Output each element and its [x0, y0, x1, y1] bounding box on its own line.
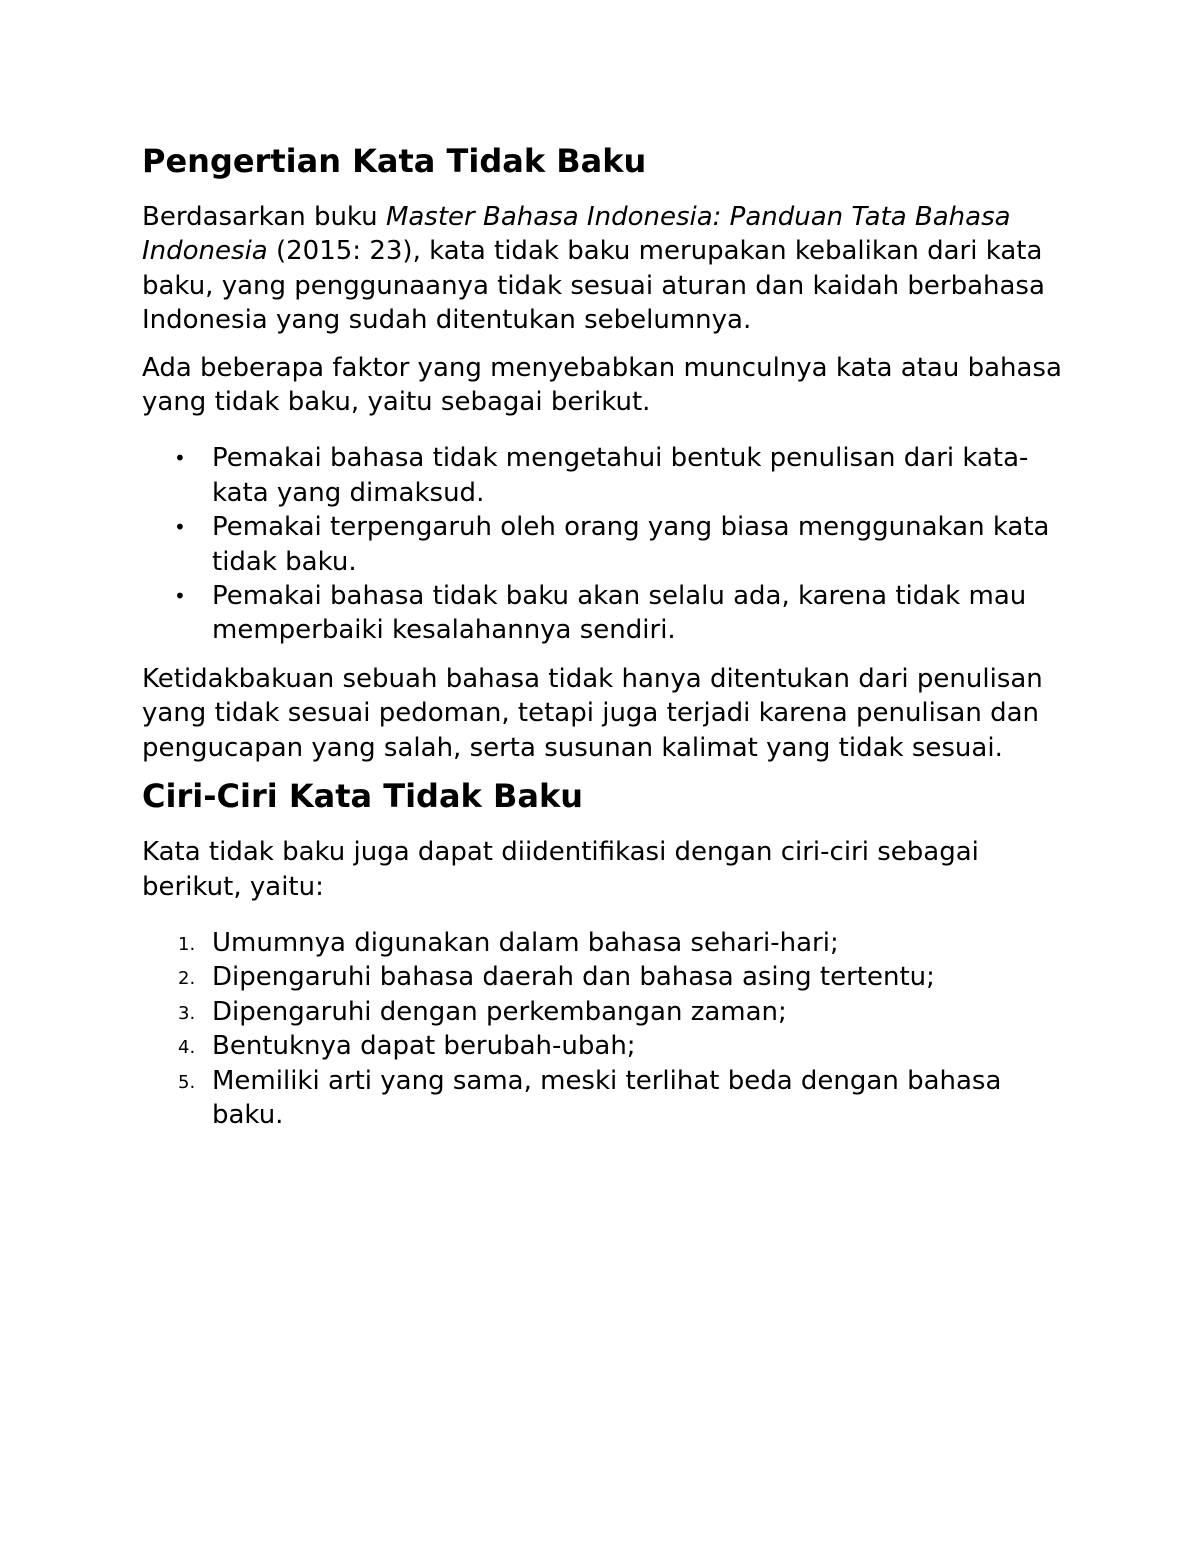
list-number: 1.: [178, 933, 196, 955]
bullet-icon: •: [174, 515, 186, 540]
book-title: Master Bahasa Indonesia: Panduan Tata Bahasa Indonesia: [142, 202, 1011, 267]
paragraph-definition: [142, 200, 1072, 338]
list-item-text: Pemakai bahasa tidak baku akan selalu ada, karena tidak mau memperbaiki kesalahannya sendiri.: [212, 581, 1027, 646]
list-number: 5.: [178, 1071, 196, 1093]
list-number: 4.: [178, 1037, 196, 1059]
paragraph-ketidakbakuan: Ketidakbakuan sebuah bahasa tidak hanya ditentukan dari penulisan yang tidak sesuai pedoman, tetapi juga terjadi karena penulisan dan pengucapan yang salah, serta susunan kalimat yang tidak sesuai.: [142, 663, 1043, 763]
list-item-text: Pemakai bahasa tidak mengetahui bentuk penulisan dari kata-kata yang dimaksud.: [212, 443, 1029, 508]
list-item: [142, 510, 1072, 579]
list-item: [142, 579, 1072, 648]
list-item: [142, 926, 1072, 960]
list-item-text: Memiliki arti yang sama, meski terlihat beda dengan bahasa baku.: [212, 1065, 1002, 1130]
document-page: [142, 138, 1072, 1132]
list-item: [142, 1064, 1072, 1133]
list-number: 3.: [178, 1002, 196, 1024]
list-item-text: Dipengaruhi bahasa daerah dan bahasa asing tertentu;: [212, 962, 935, 993]
bullet-icon: •: [174, 584, 186, 609]
definition-prefix: Berdasarkan buku: [142, 202, 386, 232]
list-item: [142, 441, 1072, 510]
list-number: 2.: [178, 968, 196, 990]
characteristics-list: [142, 926, 1072, 1132]
list-item: [142, 960, 1072, 994]
list-item: [142, 995, 1072, 1029]
factors-list: [142, 441, 1072, 647]
heading-pengertian: Pengertian Kata Tidak Baku: [142, 142, 647, 180]
list-item-text: Dipengaruhi dengan perkembangan zaman;: [212, 996, 787, 1027]
paragraph-ciri-intro: Kata tidak baku juga dapat diidentifikasi dengan ciri-ciri sebagai berikut, yaitu:: [142, 837, 979, 902]
list-item: [142, 1029, 1072, 1063]
heading-ciri-ciri: Ciri-Ciri Kata Tidak Baku: [142, 777, 584, 816]
paragraph-factors-intro: Ada beberapa faktor yang menyebabkan munculnya kata atau bahasa yang tidak baku, yaitu sebagai berikut.: [142, 352, 1062, 418]
bullet-icon: •: [174, 446, 186, 471]
list-item-text: Umumnya digunakan dalam bahasa sehari-hari;: [212, 927, 839, 958]
definition-suffix: (2015: 23), kata tidak baku merupakan kebalikan dari kata baku, yang penggunaanya tidak sesuai aturan dan kaidah berbahasa Indonesia yang sudah ditentukan sebelumnya.: [142, 236, 1045, 336]
list-item-text: Pemakai terpengaruh oleh orang yang biasa menggunakan kata tidak baku.: [212, 512, 1050, 577]
list-item-text: Bentuknya dapat berubah-ubah;: [212, 1031, 636, 1062]
